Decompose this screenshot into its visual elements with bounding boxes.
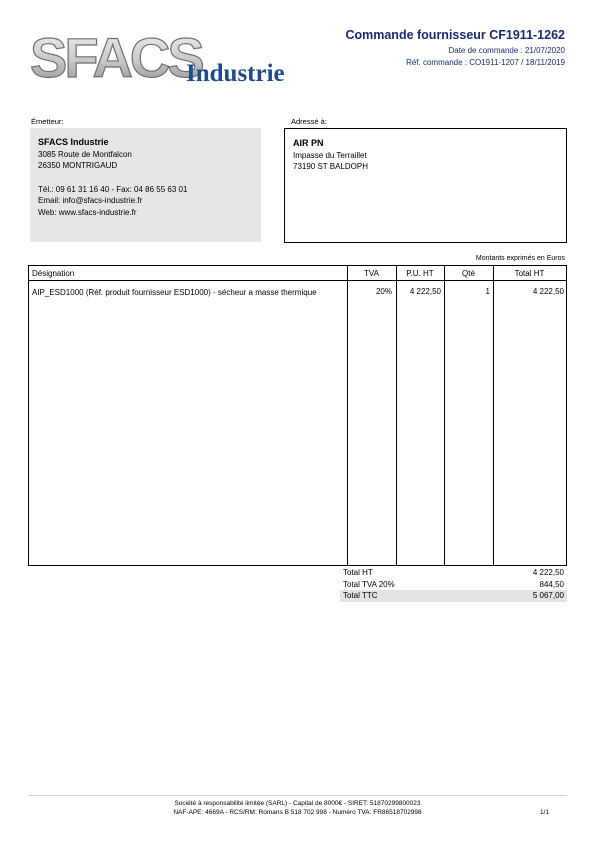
sender-label: Émetteur:	[31, 117, 64, 126]
total-tva-label: Total TVA 20%	[343, 579, 395, 589]
row-unit-price: 4 222,50	[409, 287, 441, 296]
header-tva: TVA	[364, 269, 379, 278]
row-designation: AIP_ESD1000 (Réf. produit fournisseur ESD1000) - sécheur a masse thermique	[32, 288, 317, 297]
recipient-block	[284, 128, 567, 243]
recipient-name: AIR PN	[293, 138, 324, 148]
order-reference: Réf. commande : CO1911-1207 / 18/11/2019	[406, 58, 565, 67]
total-ht-value: 4 222,50	[532, 568, 564, 577]
row-quantity: 1	[485, 287, 490, 296]
row-total-ht: 4 222,50	[532, 287, 564, 296]
total-ttc-row	[340, 590, 567, 602]
recipient-address-line2: 73190 ST BALDOPH	[293, 162, 369, 171]
row-tva: 20%	[375, 287, 392, 296]
sender-web: Web: www.sfacs-industrie.fr	[38, 207, 137, 217]
total-ttc-label: Total TTC	[343, 591, 378, 600]
sender-address-line1: 3085 Route de Montfalcon	[38, 149, 132, 159]
totals-block	[340, 567, 567, 602]
currency-note: Montants exprimés en Euros	[475, 255, 565, 262]
footer-legal-line2: NAF-APE: 4669A - RCS/RM: Romans B 518 702 998 - Numéro TVA: FR86518702998	[173, 809, 422, 816]
line-items-table	[28, 265, 567, 566]
header-total-ht: Total HT	[514, 269, 545, 278]
sender-block	[30, 128, 261, 242]
recipient-address-line1: Impasse du Terraillet	[293, 150, 367, 160]
footer-divider	[28, 795, 567, 796]
recipient-label: Adressé à:	[291, 117, 327, 126]
total-tva-value: 844,50	[539, 579, 564, 589]
company-logo	[28, 30, 313, 86]
order-date: Date de commande : 21/07/2020	[448, 46, 565, 55]
svg-text:SFACS: SFACS	[30, 30, 202, 86]
footer-legal-line1: Société à responsabilité limitée (SARL) - Capital de 8000€ - SIRET: 51870299800023	[174, 800, 421, 807]
sender-address-line2: 26350 MONTRIGAUD	[38, 161, 118, 170]
header-quantity: Qté	[462, 269, 475, 278]
total-ht-row	[340, 567, 567, 579]
page-number: 1/1	[539, 809, 549, 816]
svg-text:Industrie: Industrie	[186, 60, 285, 86]
header-unit-price: P.U. HT	[406, 269, 434, 278]
total-tva-row	[340, 579, 567, 591]
sender-name: SFACS Industrie	[38, 137, 109, 147]
header-designation: Désignation	[32, 269, 75, 278]
total-ttc-value: 5 067,00	[532, 591, 564, 600]
document-title: Commande fournisseur CF1911-1262	[345, 28, 565, 42]
sender-email: Email: info@sfacs-industrie.fr	[38, 196, 143, 205]
sender-phone: Tél.: 09 61 31 16 40 - Fax: 04 86 55 63 01	[38, 184, 188, 194]
total-ht-label: Total HT	[343, 568, 373, 577]
